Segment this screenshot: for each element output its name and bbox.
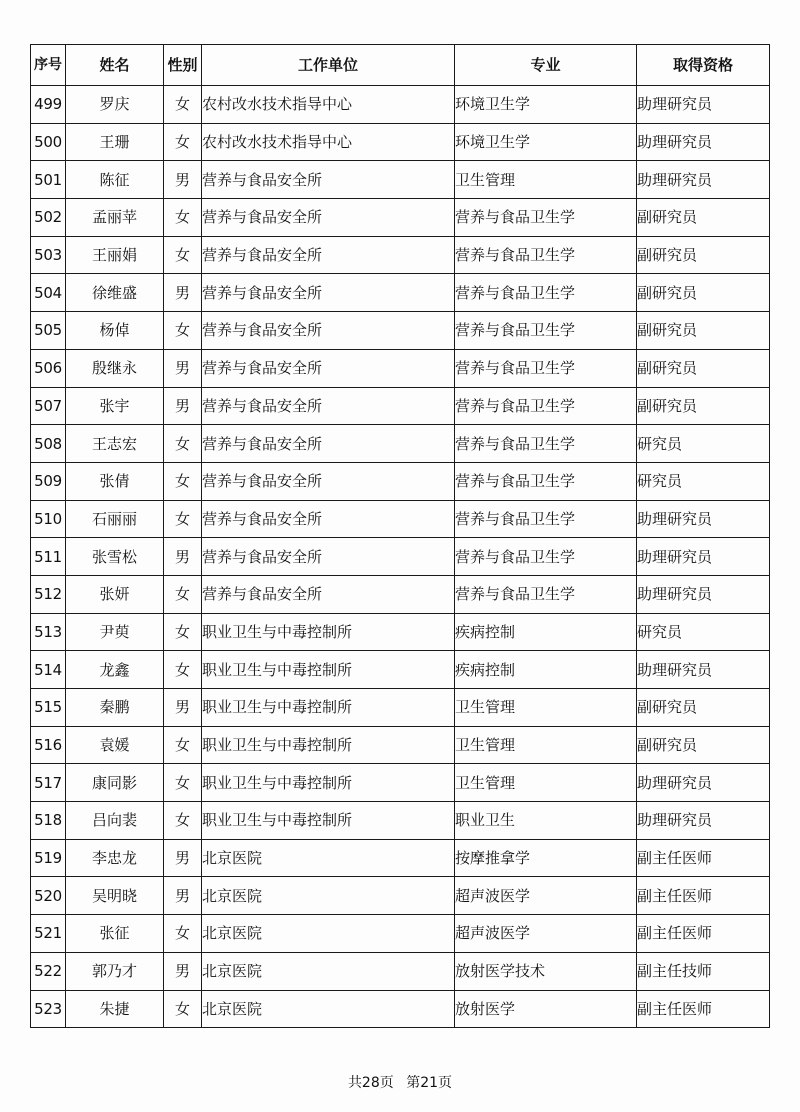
major-cell: 按摩推拿学 [455,839,637,877]
table-row [31,236,770,274]
work-unit-cell: 营养与食品安全所 [202,236,455,274]
gender-cell: 女 [164,236,202,274]
qualification-cell: 研究员 [637,462,770,500]
serial-number-cell: 522 [31,952,66,990]
work-unit-cell: 营养与食品安全所 [202,425,455,463]
qualification-cell: 研究员 [637,613,770,651]
major-cell: 营养与食品卫生学 [455,538,637,576]
gender-cell: 女 [164,199,202,237]
name-cell: 张妍 [66,575,164,613]
table-row [31,349,770,387]
work-unit-cell: 营养与食品安全所 [202,199,455,237]
gender-cell: 女 [164,425,202,463]
table-row [31,764,770,802]
serial-number-cell: 499 [31,86,66,124]
work-unit-cell: 营养与食品安全所 [202,575,455,613]
serial-number-cell: 505 [31,312,66,350]
qualification-cell: 副主任技师 [637,952,770,990]
major-cell: 营养与食品卫生学 [455,236,637,274]
major-cell: 营养与食品卫生学 [455,199,637,237]
major-cell: 超声波医学 [455,915,637,953]
gender-cell: 女 [164,575,202,613]
table-row [31,500,770,538]
major-cell: 营养与食品卫生学 [455,500,637,538]
work-unit-cell: 北京医院 [202,839,455,877]
header-name: 姓名 [66,45,164,86]
gender-cell: 女 [164,802,202,840]
serial-number-cell: 511 [31,538,66,576]
qualification-cell: 副研究员 [637,274,770,312]
serial-number-cell: 510 [31,500,66,538]
name-cell: 张征 [66,915,164,953]
gender-cell: 男 [164,387,202,425]
qualification-cell: 副研究员 [637,726,770,764]
major-cell: 卫生管理 [455,726,637,764]
qualification-cell: 副研究员 [637,236,770,274]
major-cell: 卫生管理 [455,764,637,802]
work-unit-cell: 北京医院 [202,952,455,990]
table-row [31,387,770,425]
major-cell: 营养与食品卫生学 [455,575,637,613]
name-cell: 李忠龙 [66,839,164,877]
serial-number-cell: 501 [31,161,66,199]
name-cell: 殷继永 [66,349,164,387]
gender-cell: 女 [164,86,202,124]
header-serial-number: 序号 [31,45,66,86]
major-cell: 营养与食品卫生学 [455,425,637,463]
table-row [31,538,770,576]
name-cell: 吕向裴 [66,802,164,840]
name-cell: 陈征 [66,161,164,199]
header-gender: 性别 [164,45,202,86]
table-row [31,575,770,613]
gender-cell: 女 [164,726,202,764]
qualification-cell: 副研究员 [637,312,770,350]
gender-cell: 男 [164,274,202,312]
serial-number-cell: 517 [31,764,66,802]
work-unit-cell: 农村改水技术指导中心 [202,86,455,124]
work-unit-cell: 营养与食品安全所 [202,538,455,576]
major-cell: 卫生管理 [455,689,637,727]
work-unit-cell: 北京医院 [202,877,455,915]
qualification-cell: 助理研究员 [637,651,770,689]
serial-number-cell: 519 [31,839,66,877]
table-row [31,274,770,312]
name-cell: 王丽娟 [66,236,164,274]
table-row [31,123,770,161]
name-cell: 杨倬 [66,312,164,350]
name-cell: 石丽丽 [66,500,164,538]
name-cell: 张倩 [66,462,164,500]
major-cell: 超声波医学 [455,877,637,915]
name-cell: 王志宏 [66,425,164,463]
gender-cell: 女 [164,123,202,161]
name-cell: 张宇 [66,387,164,425]
major-cell: 环境卫生学 [455,123,637,161]
work-unit-cell: 职业卫生与中毒控制所 [202,613,455,651]
table-body [31,86,770,1028]
major-cell: 环境卫生学 [455,86,637,124]
gender-cell: 女 [164,764,202,802]
gender-cell: 男 [164,349,202,387]
table-row [31,839,770,877]
table-row [31,915,770,953]
gender-cell: 女 [164,915,202,953]
work-unit-cell: 营养与食品安全所 [202,312,455,350]
major-cell: 卫生管理 [455,161,637,199]
header-qualification: 取得资格 [637,45,770,86]
serial-number-cell: 506 [31,349,66,387]
table-row [31,161,770,199]
work-unit-cell: 营养与食品安全所 [202,387,455,425]
work-unit-cell: 北京医院 [202,915,455,953]
serial-number-cell: 512 [31,575,66,613]
table-row [31,462,770,500]
work-unit-cell: 职业卫生与中毒控制所 [202,802,455,840]
qualification-cell: 助理研究员 [637,86,770,124]
name-cell: 郭乃才 [66,952,164,990]
gender-cell: 女 [164,613,202,651]
serial-number-cell: 516 [31,726,66,764]
major-cell: 疾病控制 [455,651,637,689]
table-row [31,877,770,915]
table-header [31,45,770,86]
table-row [31,952,770,990]
qualification-cell: 副主任医师 [637,839,770,877]
serial-number-cell: 507 [31,387,66,425]
gender-cell: 女 [164,462,202,500]
serial-number-cell: 500 [31,123,66,161]
major-cell: 营养与食品卫生学 [455,462,637,500]
serial-number-cell: 508 [31,425,66,463]
major-cell: 职业卫生 [455,802,637,840]
gender-cell: 女 [164,651,202,689]
header-work-unit: 工作单位 [202,45,455,86]
qualification-cell: 助理研究员 [637,802,770,840]
qualification-table [30,44,770,1028]
work-unit-cell: 营养与食品安全所 [202,500,455,538]
table-row [31,312,770,350]
gender-cell: 女 [164,990,202,1028]
serial-number-cell: 523 [31,990,66,1028]
name-cell: 尹萸 [66,613,164,651]
gender-cell: 男 [164,839,202,877]
table-row [31,86,770,124]
serial-number-cell: 518 [31,802,66,840]
gender-cell: 男 [164,952,202,990]
current-page-label: 第21页 [406,1075,453,1091]
header-major: 专业 [455,45,637,86]
qualification-cell: 副研究员 [637,199,770,237]
table-row [31,726,770,764]
serial-number-cell: 504 [31,274,66,312]
name-cell: 康同影 [66,764,164,802]
serial-number-cell: 514 [31,651,66,689]
work-unit-cell: 职业卫生与中毒控制所 [202,764,455,802]
serial-number-cell: 513 [31,613,66,651]
qualification-cell: 助理研究员 [637,161,770,199]
serial-number-cell: 502 [31,199,66,237]
work-unit-cell: 营养与食品安全所 [202,274,455,312]
name-cell: 秦鹏 [66,689,164,727]
work-unit-cell: 职业卫生与中毒控制所 [202,651,455,689]
work-unit-cell: 职业卫生与中毒控制所 [202,726,455,764]
name-cell: 孟丽苹 [66,199,164,237]
work-unit-cell: 职业卫生与中毒控制所 [202,689,455,727]
serial-number-cell: 509 [31,462,66,500]
qualification-cell: 副主任医师 [637,877,770,915]
name-cell: 罗庆 [66,86,164,124]
major-cell: 疾病控制 [455,613,637,651]
gender-cell: 男 [164,877,202,915]
major-cell: 放射医学技术 [455,952,637,990]
work-unit-cell: 营养与食品安全所 [202,349,455,387]
name-cell: 袁媛 [66,726,164,764]
qualification-cell: 副研究员 [637,689,770,727]
qualification-cell: 助理研究员 [637,764,770,802]
name-cell: 龙鑫 [66,651,164,689]
qualification-cell: 助理研究员 [637,500,770,538]
name-cell: 张雪松 [66,538,164,576]
qualification-cell: 副主任医师 [637,915,770,953]
major-cell: 放射医学 [455,990,637,1028]
table-row [31,613,770,651]
major-cell: 营养与食品卫生学 [455,274,637,312]
gender-cell: 男 [164,538,202,576]
serial-number-cell: 521 [31,915,66,953]
table-row [31,689,770,727]
table-row [31,802,770,840]
name-cell: 徐维盛 [66,274,164,312]
name-cell: 吴明晓 [66,877,164,915]
total-pages-label: 共28页 [347,1075,394,1091]
work-unit-cell: 北京医院 [202,990,455,1028]
gender-cell: 女 [164,312,202,350]
table-row [31,990,770,1028]
gender-cell: 女 [164,500,202,538]
header-row [31,45,770,86]
qualification-cell: 副主任医师 [637,990,770,1028]
page-footer [0,1072,800,1092]
serial-number-cell: 503 [31,236,66,274]
work-unit-cell: 农村改水技术指导中心 [202,123,455,161]
major-cell: 营养与食品卫生学 [455,312,637,350]
qualification-cell: 助理研究员 [637,575,770,613]
work-unit-cell: 营养与食品安全所 [202,462,455,500]
name-cell: 朱捷 [66,990,164,1028]
qualification-cell: 助理研究员 [637,123,770,161]
qualification-cell: 副研究员 [637,349,770,387]
qualification-cell: 研究员 [637,425,770,463]
major-cell: 营养与食品卫生学 [455,349,637,387]
qualification-cell: 副研究员 [637,387,770,425]
table-row [31,651,770,689]
major-cell: 营养与食品卫生学 [455,387,637,425]
gender-cell: 男 [164,161,202,199]
qualification-cell: 助理研究员 [637,538,770,576]
table-row [31,199,770,237]
serial-number-cell: 515 [31,689,66,727]
gender-cell: 男 [164,689,202,727]
serial-number-cell: 520 [31,877,66,915]
table-row [31,425,770,463]
name-cell: 王珊 [66,123,164,161]
work-unit-cell: 营养与食品安全所 [202,161,455,199]
